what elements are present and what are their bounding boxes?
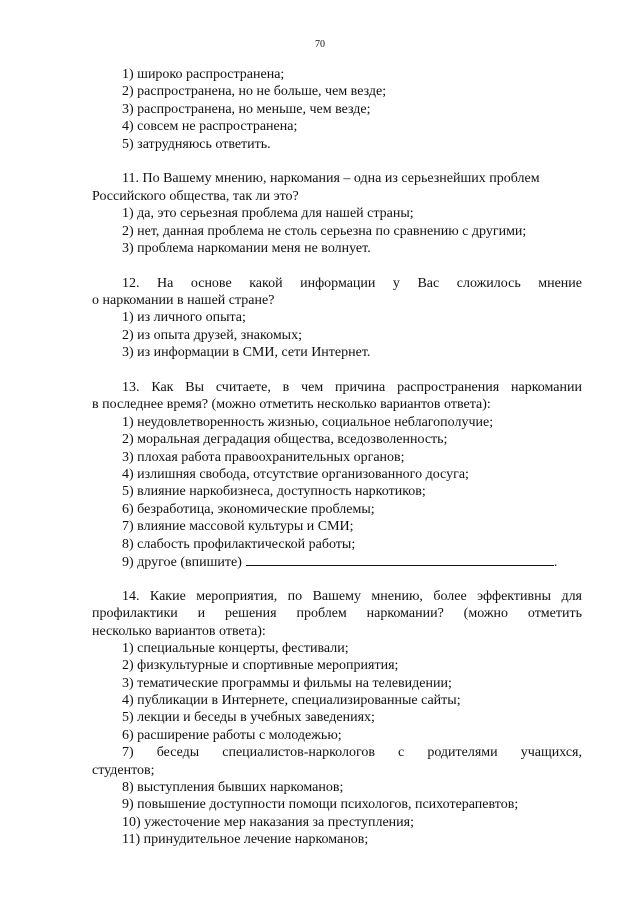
q13-option-9-other — [92, 553, 582, 570]
q14-text-line-1: 14. Какие мероприятия, по Вашему мнению, более эффективны для — [122, 588, 582, 604]
q12-text-line-2: о наркомании в нашей стране? — [92, 293, 275, 309]
q12-option-3: 3) из информации в СМИ, сети Интернет. — [122, 345, 371, 361]
q13-other-label: 9) другое (впишите) — [122, 554, 242, 570]
q13-option-6: 6) безработица, экономические проблемы; — [122, 501, 375, 517]
q13-option-1: 1) неудовлетворенность жизнью, социальное неблагополучие; — [122, 414, 494, 430]
spacer — [92, 362, 582, 379]
q13-option-7: 7) влияние массовой культуры и СМИ; — [122, 519, 354, 535]
q14-option-6: 6) расширение работы с молодежью; — [122, 727, 342, 743]
q11-text-line-2: Российского общества, так ли это? — [92, 188, 299, 204]
q13-other-end: . — [553, 554, 558, 570]
q13-text-line-2: в последнее время? (можно отметить несколько вариантов ответа): — [92, 397, 491, 413]
q14-option-1: 1) специальные концерты, фестивали; — [122, 640, 349, 656]
questionnaire-body — [92, 66, 582, 849]
q12-option-2: 2) из опыта друзей, знакомых; — [122, 327, 302, 343]
q11-option-3: 3) проблема наркомании меня не волнует. — [122, 240, 371, 256]
q13-option-8: 8) слабость профилактической работы; — [122, 536, 356, 552]
q12-option-1: 1) из личного опыта; — [122, 310, 246, 326]
q14-option-11: 11) принудительное лечение наркоманов; — [122, 832, 369, 848]
q10-option-3: 3) распространена, но меньше, чем везде; — [122, 101, 371, 117]
q13-other-write-in-line[interactable] — [246, 553, 554, 566]
q14-option-4: 4) публикации в Интернете, специализированные сайты; — [122, 693, 461, 709]
q13-option-3: 3) плохая работа правоохранительных органов; — [122, 449, 405, 465]
spacer — [92, 570, 582, 587]
q14-option-7-line-1: 7) беседы специалистов-наркологов с родителями учащихся, — [122, 745, 582, 761]
q11-option-2: 2) нет, данная проблема не столь серьезна по сравнению с другими; — [122, 223, 527, 239]
q11-text-line-1: 11. По Вашему мнению, наркомания – одна из серьезнейших проблем — [122, 171, 540, 187]
q14-text-line-3: несколько вариантов ответа): — [92, 623, 266, 639]
q14-option-9: 9) повышение доступности помощи психологов, психотерапевтов; — [122, 797, 519, 813]
q10-option-5: 5) затрудняюсь ответить. — [122, 136, 271, 152]
q14-option-8: 8) выступления бывших наркоманов; — [122, 780, 344, 796]
spacer — [92, 153, 582, 170]
q14-option-10: 10) ужесточение мер наказания за преступления; — [122, 814, 414, 830]
spacer — [92, 257, 582, 274]
q11-option-1: 1) да, это серьезная проблема для нашей страны; — [122, 206, 414, 222]
q10-option-4: 4) совсем не распространена; — [122, 119, 298, 135]
q10-option-2: 2) распространена, но не больше, чем везде; — [122, 84, 387, 100]
q10-option-1: 1) широко распространена; — [122, 67, 285, 82]
q14-option-2: 2) физкультурные и спортивные мероприятия; — [122, 658, 399, 674]
q13-text-line-1: 13. Как Вы считаете, в чем причина распространения наркомании — [122, 380, 582, 396]
q14-option-7-line-2: студентов; — [92, 762, 155, 778]
q14-option-5: 5) лекции и беседы в учебных заведениях; — [122, 710, 375, 726]
q13-option-5: 5) влияние наркобизнеса, доступность наркотиков; — [122, 484, 426, 500]
q14-text-line-2: профилактики и решения проблем наркомании? (можно отметить — [92, 606, 582, 622]
q13-option-2: 2) моральная деградация общества, вседозволенность; — [122, 432, 448, 448]
q13-option-4: 4) излишняя свобода, отсутствие организованного досуга; — [122, 466, 469, 482]
q12-text-line-1: 12. На основе какой информации у Вас сложилось мнение — [122, 275, 582, 291]
page-number: 70 — [315, 39, 325, 50]
q14-option-3: 3) тематические программы и фильмы на телевидении; — [122, 675, 452, 691]
